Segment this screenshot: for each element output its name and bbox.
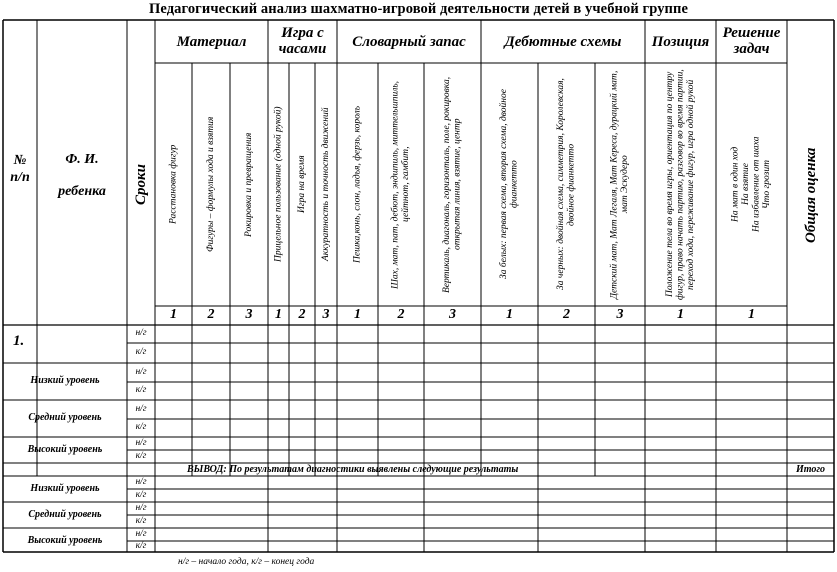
subheader-s2: Шах, мат, пат, дебют, эндшпиль, миттельшпиль, цейтнот, гамбит, [390, 80, 411, 289]
header-pozicia: Позиция [651, 34, 710, 50]
subheader-s3: Вертикаль, диагональ, горизонталь, поле, рокировка, открытая линия, взятие, центр [442, 76, 463, 293]
c-level-mid-label: Средний уровень [28, 509, 102, 520]
subheader-d3: Детский мат, Мат Легаля, Мат Кереса, дурацкий мат, мат Эскудеро [609, 70, 630, 299]
header-fio: Ф. И. ребенка [58, 152, 106, 199]
header-igra: Игра с часами [278, 25, 327, 57]
level-number-r1: 1 [748, 307, 755, 322]
c-high-ng: н/г [135, 528, 147, 539]
header-material: Материал [176, 34, 247, 50]
level-number-m2: 2 [207, 307, 215, 322]
subheader-m3: Рокировка и превращения [243, 132, 254, 237]
level-number-i2: 2 [298, 307, 306, 322]
c-level-high-label: Высокий уровень [27, 535, 103, 546]
high-kg: к/г [135, 450, 147, 461]
subheader-r1: На мат в один ход На взятие На избавление от шаха Что грозит [730, 136, 772, 233]
level-number-m3: 3 [245, 307, 253, 322]
level-number-m1: 1 [170, 307, 177, 322]
level-number-d3: 3 [616, 307, 624, 322]
row1-kg: к/г [135, 347, 147, 357]
level-mid-label: Средний уровень [28, 412, 102, 423]
subheader-s1: Пешка,конь, слон, ладья, ферзь, король [352, 105, 363, 264]
mid-kg: к/г [135, 422, 147, 432]
level-number-s3: 3 [449, 307, 456, 322]
subheader-i1: Прицельное пользование (одной рукой) [273, 106, 284, 263]
level-number-s1: 1 [354, 307, 361, 322]
low-kg: к/г [135, 385, 147, 395]
level-number-d1: 1 [506, 307, 513, 322]
row-number: 1. [13, 333, 25, 349]
itogo-label: Итого [795, 464, 826, 475]
row1-ng: н/г [135, 328, 147, 338]
level-high-label: Высокий уровень [27, 444, 103, 455]
c-low-ng: н/г [135, 476, 147, 487]
header-obshaya: Общая оценка [803, 147, 819, 243]
mid-ng: н/г [135, 403, 147, 414]
page-title: Педагогический анализ шахматно-игровой деятельности детей в учебной группе [149, 1, 688, 17]
level-number-d2: 2 [563, 307, 570, 322]
header-no: № п/п [10, 153, 30, 185]
subheader-d1: За белых: первая схема, вторая схема, двойное фианкетто [499, 89, 520, 280]
c-low-kg: к/г [135, 489, 147, 500]
level-number-p1: 1 [677, 307, 684, 322]
c-mid-kg: к/г [135, 515, 147, 526]
conclusion-text: ВЫВОД: По результатам диагностики выявлены следующие результаты [187, 464, 519, 475]
footer-note: н/г – начало года, к/г – конец года [178, 557, 315, 567]
subheader-p1: Положение тела во время игры, ориентация по центру фигур, право начать партию, разговор во время партии, переход хода, переживание фигур, игра одной рукой [664, 69, 696, 300]
level-number-i3: 3 [322, 307, 330, 322]
subheader-m2: Фигуры – формулы хода и взятия [205, 116, 216, 253]
header-slovar: Словарный запас [352, 34, 466, 50]
level-number-i1: 1 [275, 307, 282, 322]
subheader-d2: За черных: двойная схема, симметрия, Королевская, двойное фианкетто [556, 78, 577, 291]
low-ng: н/г [135, 366, 147, 377]
subheader-i3: Аккуратность и точность движений [320, 107, 331, 262]
c-level-low-label: Низкий уровень [30, 483, 100, 494]
header-reshenie: Решение задач [722, 25, 781, 57]
level-number-s2: 2 [397, 307, 405, 322]
subheader-m1: Расстановка фигур [168, 144, 179, 225]
c-high-kg: к/г [135, 540, 147, 551]
c-mid-ng: н/г [135, 502, 147, 513]
header-sroki: Сроки [133, 164, 149, 206]
high-ng: н/г [135, 437, 147, 448]
level-low-label: Низкий уровень [30, 375, 100, 386]
header-debut: Дебютные схемы [504, 34, 622, 50]
subheader-i2: Игра на время [296, 155, 307, 214]
